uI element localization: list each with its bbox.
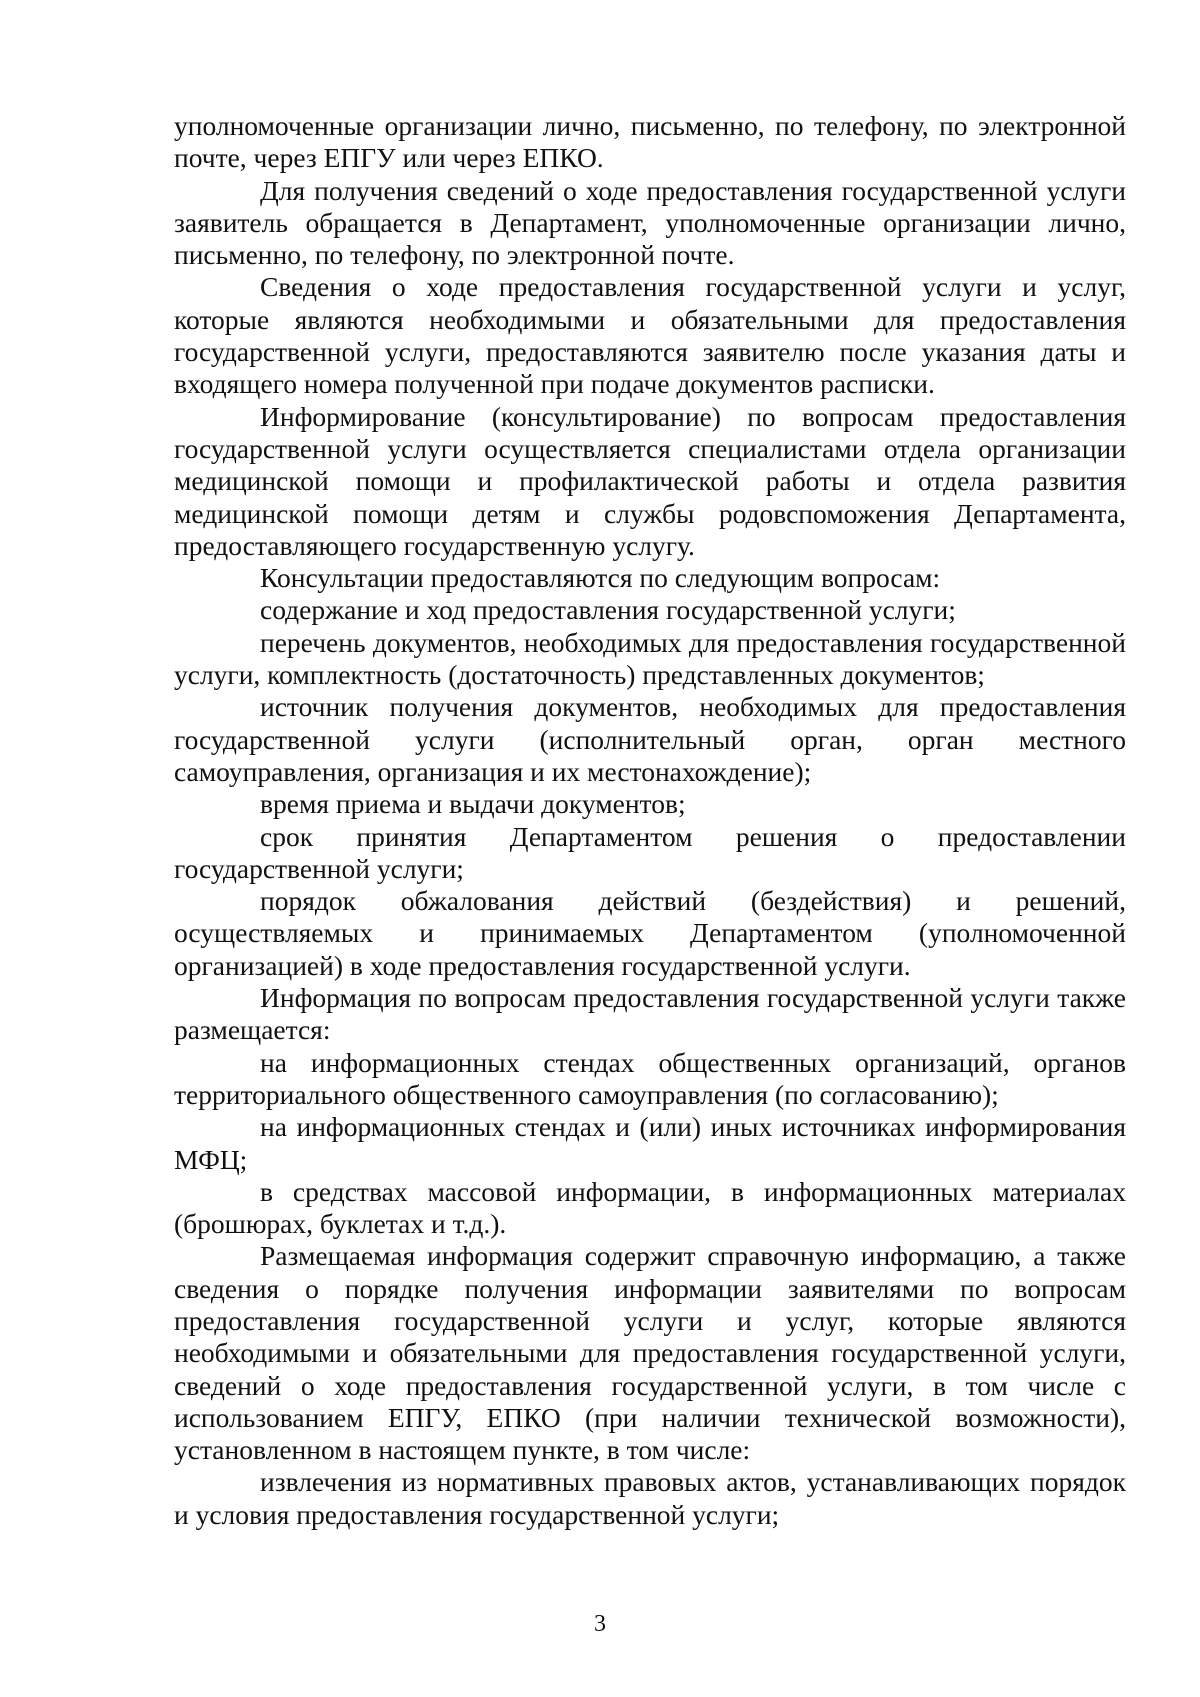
list-item: источник получения документов, необходимых для предоставления государственной услуги (исполнительный орган, орган местного самоуправления, организация и их местонахождение); <box>174 691 1126 787</box>
list-item: перечень документов, необходимых для предоставления государственной услуги, комплектность (достаточность) представленных документов; <box>174 626 1126 691</box>
document-body <box>174 110 1126 1531</box>
page-number: 3 <box>594 1611 606 1637</box>
paragraph: Информация по вопросам предоставления государственной услуги также размещается: <box>174 982 1126 1046</box>
paragraph: уполномоченные организации лично, письменно, по телефону, по электронной почте, через ЕПГУ или через ЕПКО. <box>174 110 1126 174</box>
paragraph: Информирование (консультирование) по вопросам предоставления государственной услуги осуществляется специалистами отдела организации медицинской помощи и профилактической работы и отдела развития медицинской помощи детям и службы родовспоможения Департамента, предоставляющего государственную услугу. <box>174 400 1126 561</box>
list-item: на информационных стендах и (или) иных источниках информирования МФЦ; <box>174 1111 1126 1175</box>
paragraph: Размещаемая информация содержит справочную информацию, а также сведения о порядке получения информации заявителями по вопросам предоставления государственной услуги и услуг, которые являются необходимыми и обязательными для предоставления государственной услуги, сведений о ходе предоставления государственной услуги, в том числе с использованием ЕПГУ, ЕПКО (при наличии технической возможности), установленном в настоящем пункте, в том числе: <box>174 1240 1126 1466</box>
list-item: на информационных стендах общественных организаций, органов территориального общественного самоуправления (по согласованию); <box>174 1046 1126 1110</box>
list-item: срок принятия Департаментом решения о предоставлении государственной услуги; <box>174 820 1126 884</box>
list-item: в средствах массовой информации, в информационных материалах (брошюрах, буклетах и т.д.). <box>174 1175 1126 1240</box>
list-item: содержание и ход предоставления государственной услуги; <box>260 594 956 626</box>
list-item: порядок обжалования действий (бездействия) и решений, осуществляемых и принимаемых Департаментом (уполномоченной организацией) в ходе предоставления государственной услуги. <box>174 885 1126 981</box>
paragraph: Сведения о ходе предоставления государственной услуги и услуг, которые являются необходимыми и обязательными для предоставления государственной услуги, предоставляются заявителю после указания даты и входящего номера полученной при подаче документов расписки. <box>174 271 1126 400</box>
paragraph: Консультации предоставляются по следующим вопросам: <box>260 562 941 594</box>
paragraph: Для получения сведений о ходе предоставления государственной услуги заявитель обращается в Департамент, уполномоченные организации лично, письменно, по телефону, по электронной почте. <box>174 174 1126 271</box>
list-item: извлечения из нормативных правовых актов, устанавливающих порядок и условия предоставления государственной услуги; <box>174 1466 1126 1530</box>
list-item: время приема и выдачи документов; <box>260 788 686 820</box>
